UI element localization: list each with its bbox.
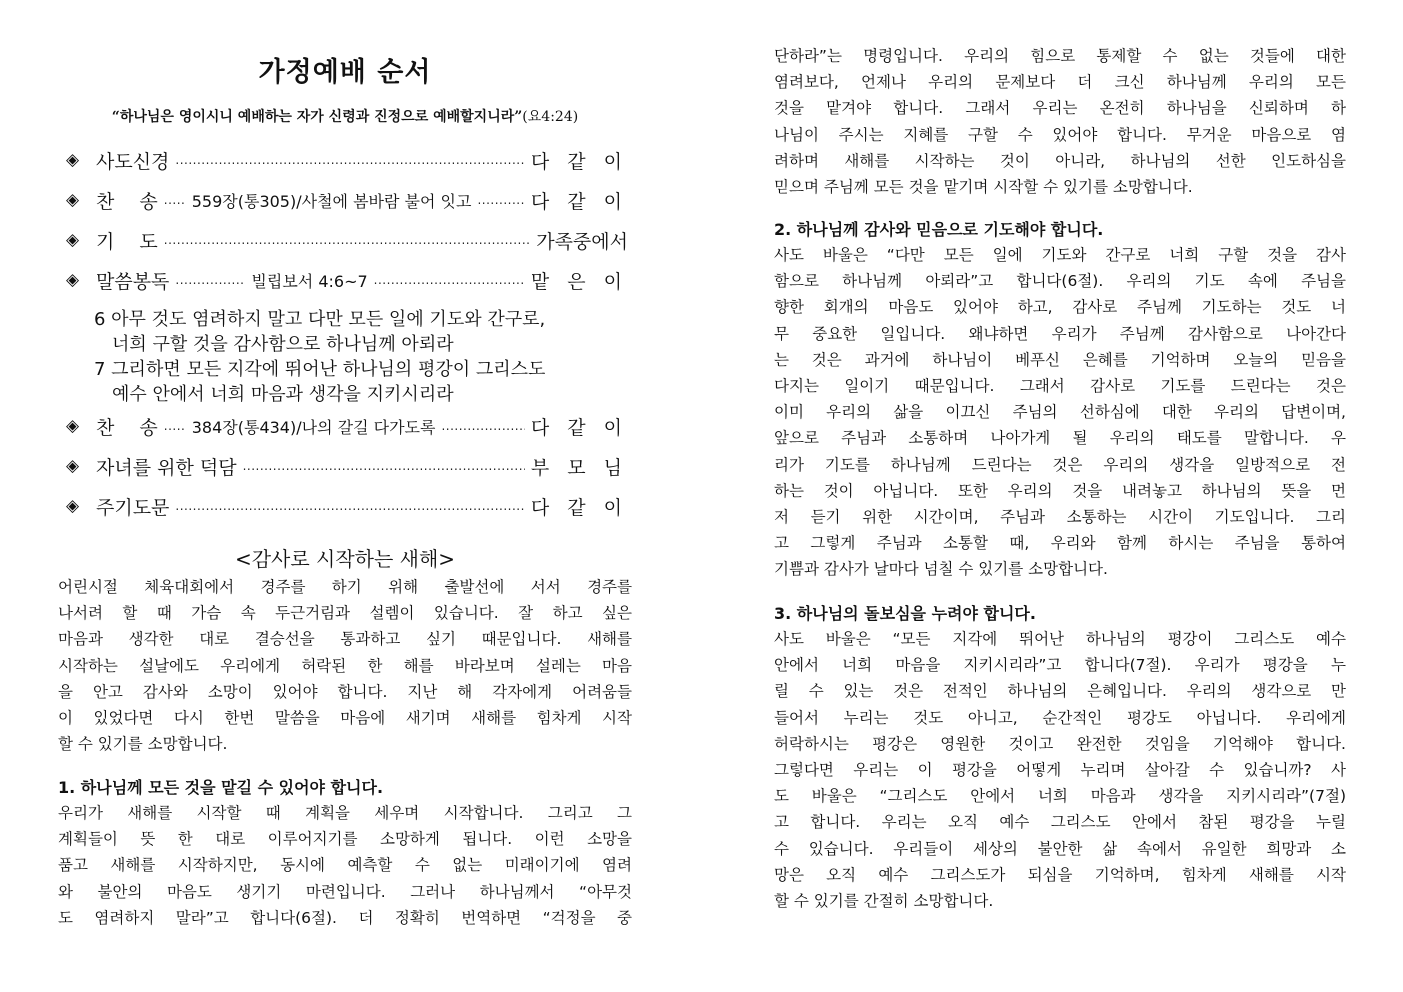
order-item-name: 찬 송 [96,190,158,213]
order-item-name: 자녀를 위한 덕담 [96,456,237,479]
order-item-leader: 가족중에서 [536,230,628,253]
paragraph-line: 할 수 있기를 간절히 소망합니다. [774,892,994,911]
paragraph-line: 할 수 있기를 소망합니다. [58,735,228,754]
order-item-leader: 다 같 이 [530,496,628,519]
leader-dots [175,499,524,513]
sermon-point-2-paragraph [774,242,1346,583]
order-item [66,265,628,295]
paragraph-line: 품고 새해를 시작하지만, 동시에 예측할 수 없는 미래이기에 염려 [58,856,632,875]
leader-dots [441,419,524,433]
leader-dots [164,193,186,207]
paragraph-line: 단하라”는 명령입니다. 우리의 힘으로 통제할 수 없는 것들에 대한 [774,47,1346,65]
order-item-name: 사도신경 [96,150,170,173]
paragraph-line: 함으로 하나님께 아뢰라”고 합니다(6절). 우리의 기도 속에 주님을 [774,272,1346,291]
paragraph-line: 수 있습니다. 우리들이 세상의 불안한 삶 속에서 유일한 희망과 소 [774,839,1346,858]
paragraph-line: 이 있었다면 다시 한번 말씀을 마음에 새기며 새해를 힘차게 시작 [58,709,632,728]
diamond-bullet-icon: ◈ [66,496,80,516]
paragraph-line: 계획들이 뜻 한 대로 이루어지기를 소망하게 됩니다. 이런 소망을 [58,830,632,849]
leader-dots [164,419,186,433]
paragraph-line: 시작하는 설날에도 우리에게 허락된 한 해를 바라보며 설레는 마음 [58,656,632,675]
order-item-leader: 다 같 이 [530,190,628,213]
scripture-line: 너희 구할 것을 감사함으로 하나님께 아뢰라 [112,334,454,355]
sermon-point-3-heading: 3. 하나님의 돌보심을 누려야 합니다. [774,604,1036,623]
paragraph-line: 염려보다, 언제나 우리의 문제보다 더 크신 하나님께 우리의 모든 [774,73,1346,92]
order-item [66,145,628,175]
leader-dots [175,153,524,167]
scripture-line: 7 그리하면 모든 지각에 뛰어난 하나님의 평강이 그리스도 [94,359,546,380]
diamond-bullet-icon: ◈ [66,190,80,210]
diamond-bullet-icon: ◈ [66,150,80,170]
paragraph-line: 저 듣기 위한 시간이며, 주님과 소통하는 시간이 기도입니다. 그리 [774,508,1346,527]
sermon-title: <감사로 시작하는 새해> [234,547,456,571]
diamond-bullet-icon: ◈ [66,456,80,476]
paragraph-line: 나님이 주시는 지혜를 구할 수 있어야 합니다. 무거운 마음으로 염 [774,125,1346,144]
order-item-detail: 559장(통305)/사철에 봄바람 불어 잇고 [191,191,472,211]
paragraph-line: 것을 맡겨야 합니다. 그래서 우리는 온전히 하나님을 신뢰하며 하 [774,99,1346,118]
leader-dots [164,233,530,247]
page-title: 가정예배 순서 [258,57,432,88]
paragraph-line: 는 것은 과거에 하나님이 베푸신 은혜를 기억하며 오늘의 믿음을 [774,350,1346,369]
paragraph-line: 리가 기도를 하나님께 드린다는 것은 우리의 생각을 일방적으로 전 [774,455,1346,474]
theme-verse-text: “하나님은 영이시니 예배하는 자가 신령과 진정으로 예배할지니라” [111,109,523,125]
sermon-point-1-heading: 1. 하나님께 모든 것을 맡길 수 있어야 합니다. [58,778,384,797]
order-item-leader: 다 같 이 [530,416,628,439]
paragraph-line: 나서려 할 때 가슴 속 두근거림과 설렘이 있습니다. 잘 하고 싶은 [58,604,632,623]
sermon-point-1-continued-paragraph [774,43,1346,200]
paragraph-line: 다지는 일이기 때문입니다. 그래서 감사로 기도를 드린다는 것은 [774,377,1346,396]
paragraph-line: 믿으며 주님께 모든 것을 맡기며 시작할 수 있기를 소망합니다. [774,178,1193,197]
leader-dots [175,273,245,287]
paragraph-line: 도 염려하지 말라”고 합니다(6절). 더 정확히 번역하면 “걱정을 중 [58,908,632,927]
paragraph-line: 망은 오직 예수 그리스도가 되심을 기억하며, 힘차게 새해를 시작 [774,865,1346,884]
paragraph-line: 들어서 누리는 것도 아니고, 순간적인 평강도 아닙니다. 우리에게 [774,708,1346,727]
order-item-detail: 빌립보서 4:6~7 [251,271,368,291]
paragraph-line: 허락하시는 평강은 영원한 것이고 완전한 것임을 기억해야 합니다. [774,734,1346,753]
paragraph-line: 이미 우리의 삶을 이끄신 주님의 선하심에 대한 우리의 답변이며, [774,403,1346,422]
paragraph-line: 사도 바울은 “다만 모든 일에 기도와 간구로 너희 구할 것을 감사 [774,246,1346,264]
paragraph-line: 기쁨과 감사가 날마다 넘칠 수 있기를 소망합니다. [774,560,1108,579]
theme-verse-reference: (요4:24) [522,109,579,125]
diamond-bullet-icon: ◈ [66,270,80,290]
paragraph-line: 마음과 생각한 대로 결승선을 통과하고 싶기 때문입니다. 새해를 [58,630,632,649]
paragraph-line: 고 그렇게 주님과 소통할 때, 우리와 함께 하시는 주님을 통하여 [774,534,1346,553]
order-item-leader: 부 모 님 [530,456,628,479]
diamond-bullet-icon: ◈ [66,230,80,250]
paragraph-line: 도 바울은 “그리스도 안에서 너희 마음과 생각을 지키시리라”(7절) [774,787,1346,806]
leader-dots [477,193,524,207]
order-item-name: 말씀봉독 [96,270,170,293]
sermon-point-1-paragraph [58,800,632,931]
diamond-bullet-icon: ◈ [66,416,80,436]
paragraph-line: 안에서 너희 마음을 지키시리라”고 합니다(7절). 우리가 평강을 누 [774,656,1346,675]
scripture-line: 예수 안에서 너희 마음과 생각을 지키시리라 [112,384,454,405]
paragraph-line: 려하며 새해를 시작하는 것이 아니라, 하나님의 선한 인도하심을 [774,151,1346,170]
theme-verse [58,106,632,126]
order-item-detail: 384장(통434)/나의 갈길 다가도록 [191,417,436,437]
paragraph-line: 사도 바울은 “모든 지각에 뛰어난 하나님의 평강이 그리스도 예수 [774,630,1346,648]
order-item [66,185,628,215]
order-item [66,451,628,481]
paragraph-line: 향한 회개의 마음도 있어야 하고, 감사로 주님께 기도하는 것도 너 [774,298,1346,317]
paragraph-line: 고 합니다. 우리는 오직 예수 그리스도 안에서 참된 평강을 누릴 [774,813,1346,832]
paragraph-line: 을 안고 감사와 소망이 있어야 합니다. 지난 해 각자에게 어려움들 [58,682,632,701]
order-item-name: 주기도문 [96,496,170,519]
leader-dots [243,459,525,473]
paragraph-line: 앞으로 주님과 소통하며 나아가게 될 우리의 태도를 말합니다. 우 [774,429,1346,448]
paragraph-line: 무 중요한 일입니다. 왜냐하면 우리가 주님께 감사함으로 나아간다 [774,324,1346,343]
paragraph-line: 와 불안의 마음도 생기기 마련입니다. 그러나 하나님께서 “아무것 [58,882,632,901]
sermon-intro-paragraph [58,574,632,757]
scripture-line: 6 아무 것도 염려하지 말고 다만 모든 일에 기도와 간구로, [94,309,546,330]
sermon-point-2-heading: 2. 하나님께 감사와 믿음으로 기도해야 합니다. [774,220,1104,239]
order-item [66,225,628,255]
leader-dots [374,273,525,287]
sermon-point-3-paragraph [774,626,1346,914]
order-item-leader: 다 같 이 [530,150,628,173]
order-item-name: 기 도 [96,230,158,253]
order-item-name: 찬 송 [96,416,158,439]
order-item [66,411,628,441]
paragraph-line: 릴 수 있는 것은 전적인 하나님의 은혜입니다. 우리의 생각으로 만 [774,682,1346,701]
paragraph-line: 하는 것이 아닙니다. 또한 우리의 것을 내려놓고 하나님의 뜻을 먼 [774,481,1346,500]
order-item-leader: 맡 은 이 [530,270,628,293]
order-item [66,491,628,521]
paragraph-line: 우리가 새해를 시작할 때 계획을 세우며 시작합니다. 그리고 그 [58,804,632,822]
paragraph-line: 그렇다면 우리는 이 평강을 어떻게 누리며 살아갈 수 있습니까? 사 [774,761,1346,780]
paragraph-line: 어린시절 체육대회에서 경주를 하기 위해 출발선에 서서 경주를 [58,578,632,596]
